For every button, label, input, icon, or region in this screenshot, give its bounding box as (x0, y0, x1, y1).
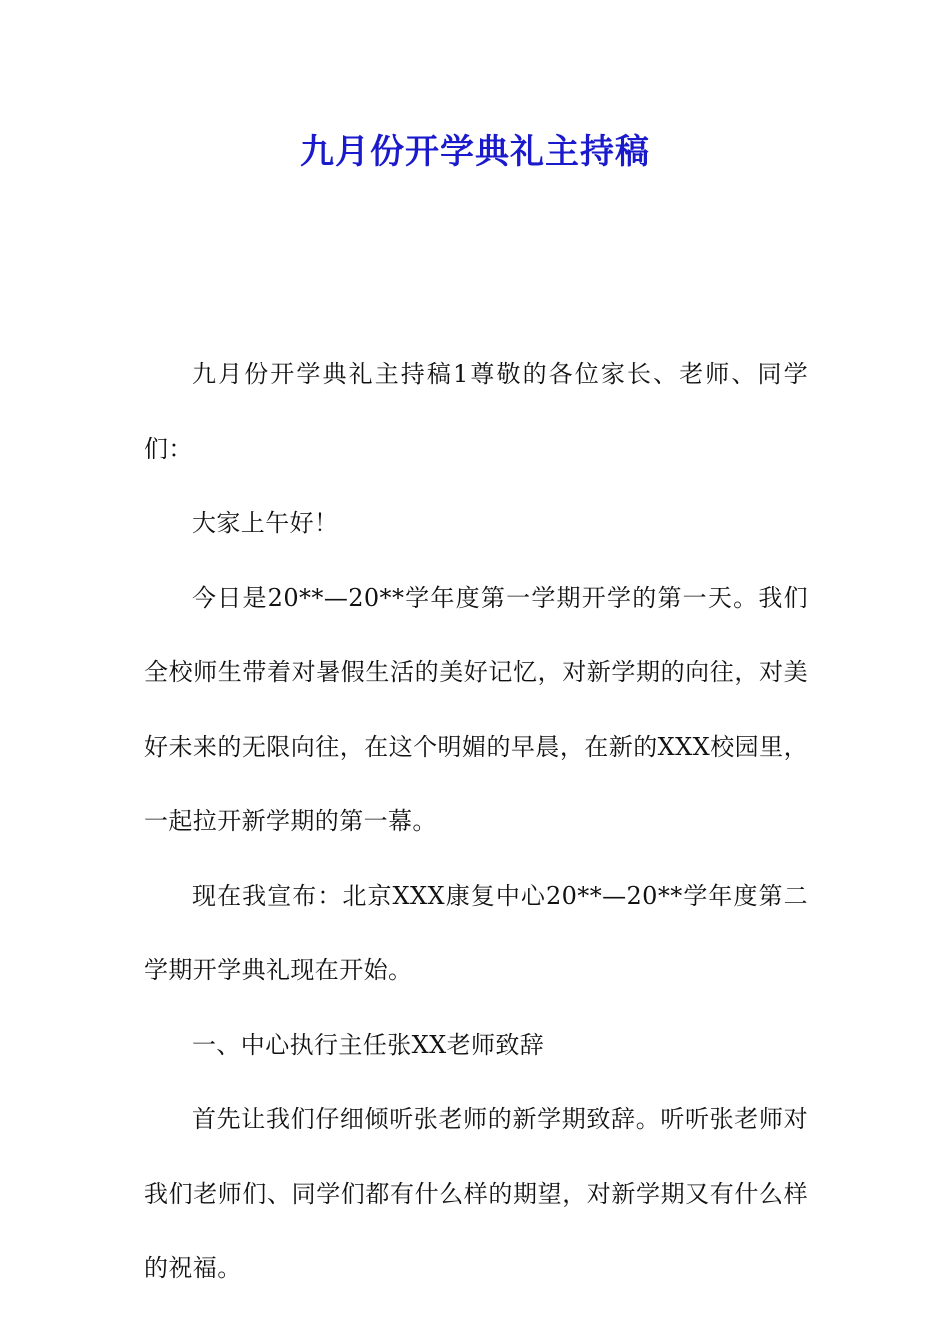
document-body (144, 337, 808, 1306)
paragraph-opening: 今日是20**—20**学年度第一学期开学的第一天。我们全校师生带着对暑假生活的美好记忆，对新学期的向往，对美好未来的无限向往，在这个明媚的早晨，在新的XXX校园里，一起拉开新学期的第一幕。 (144, 583, 808, 835)
paragraph-section-heading: 一、中心执行主任张XX老师致辞 (192, 1030, 545, 1059)
paragraph-good-morning: 大家上午好！ (192, 509, 339, 537)
paragraph-speech-intro: 首先让我们仔细倾听张老师的新学期致辞。听听张老师对我们老师们、同学们都有什么样的期望，对新学期又有什么样的祝福。 (144, 1105, 808, 1282)
paragraph-announcement: 现在我宣布：北京XXX康复中心20**—20**学年度第二学期开学典礼现在开始。 (144, 881, 808, 984)
document-title: 九月份开学典礼主持稿 (300, 132, 650, 172)
paragraph-greeting: 九月份开学典礼主持稿1尊敬的各位家长、老师、同学们： (144, 360, 808, 463)
